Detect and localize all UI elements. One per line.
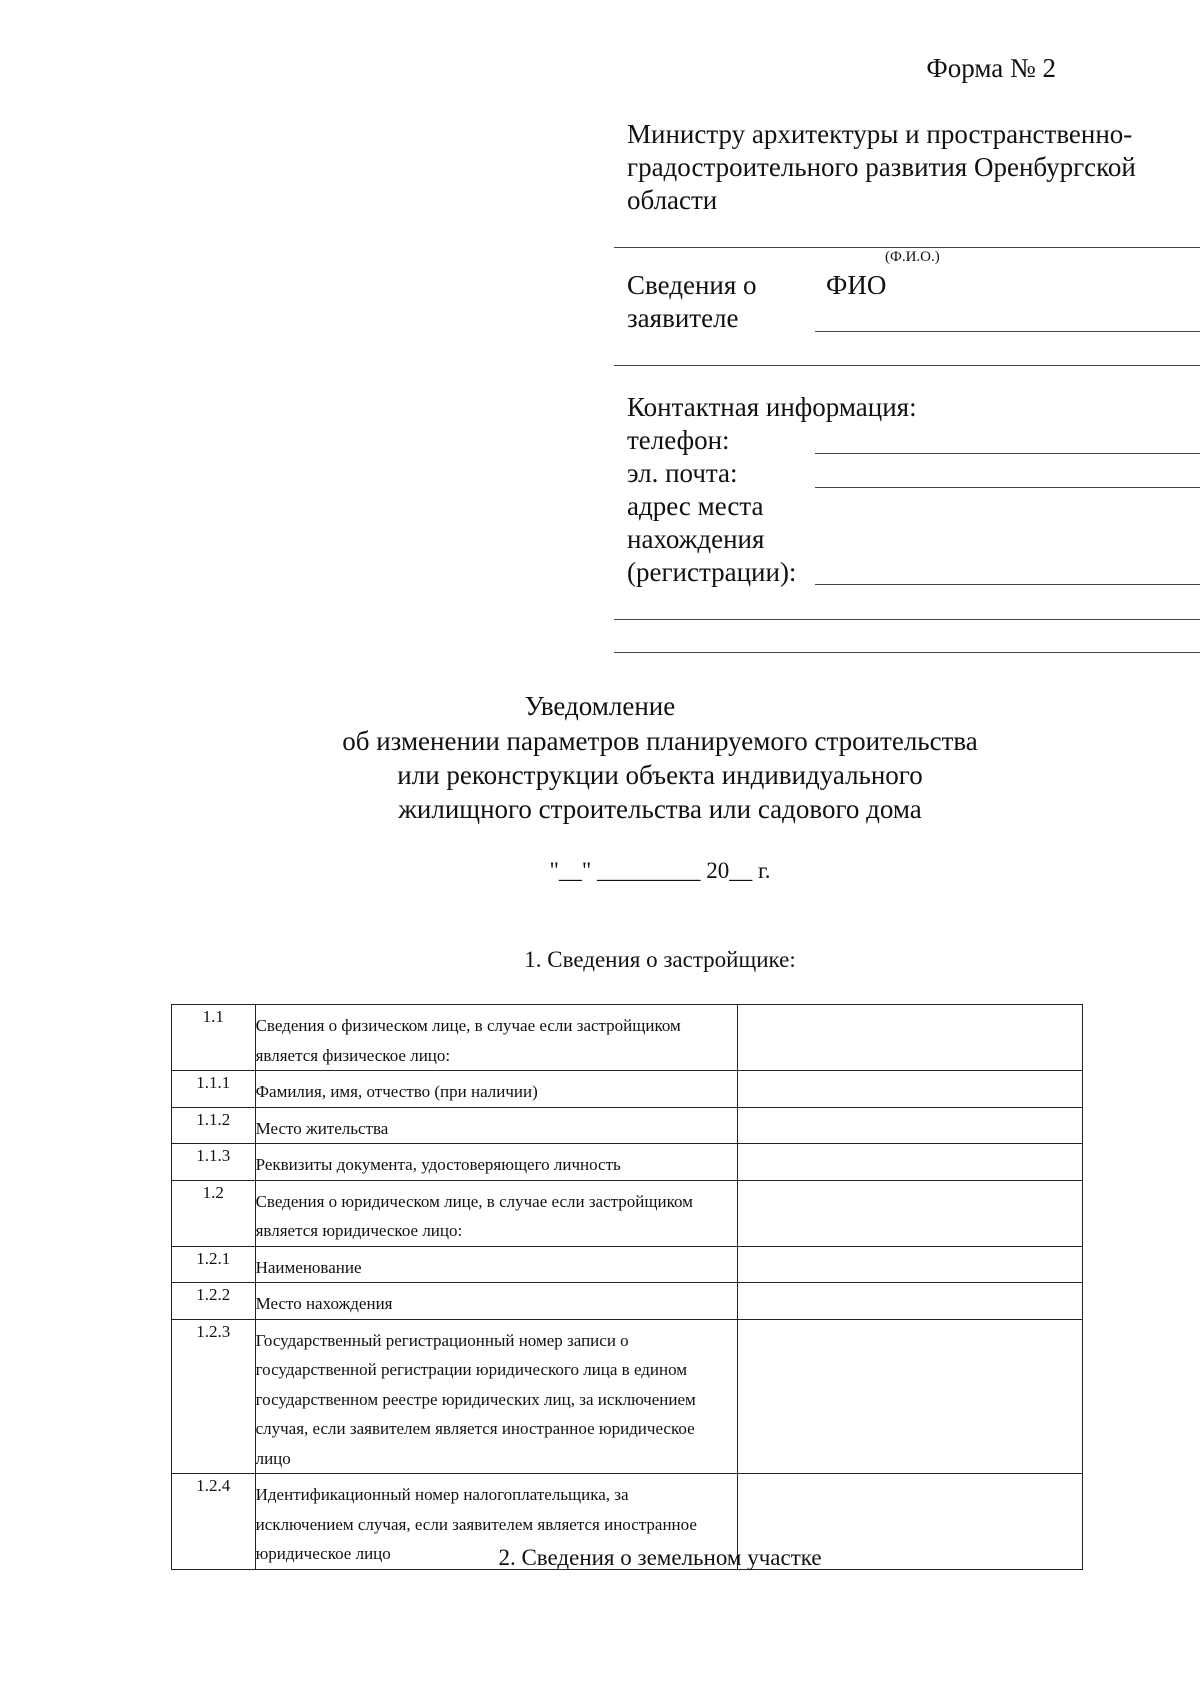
- address-label: нахождения: [627, 524, 765, 554]
- email-field[interactable]: [815, 487, 1200, 488]
- row-value-field[interactable]: [737, 1071, 1082, 1108]
- table-row: [172, 1283, 1083, 1320]
- addressee: Министру архитектуры и пространственно-градостроительного развития Оренбургской области: [627, 119, 1136, 215]
- notice-title: об изменении параметров планируемого строительства: [342, 726, 978, 756]
- address-label: адрес места: [627, 491, 764, 521]
- row-label: Фамилия, имя, отчество (при наличии): [255, 1071, 737, 1108]
- notice-title: Уведомление: [524, 691, 676, 721]
- row-value-field[interactable]: [737, 1246, 1082, 1283]
- contacts-header: Контактная информация:: [627, 392, 917, 422]
- notice-title: жилищного строительства или садового дома: [398, 794, 922, 824]
- section-title: 1. Сведения о застройщике:: [524, 947, 796, 972]
- row-label: Государственный регистрационный номер записи о государственной регистрации юридического лица в едином государственном реестре юридических лиц, за исключением случая, если заявителем является иностранное юридическое лицо: [255, 1319, 737, 1474]
- fio-hint: (Ф.И.О.): [885, 249, 940, 265]
- row-label: Сведения о юридическом лице, в случае если застройщиком является юридическое лицо:: [255, 1180, 737, 1246]
- fio-field[interactable]: [815, 331, 1200, 332]
- row-number: 1.2.3: [172, 1319, 256, 1474]
- extra-line[interactable]: [614, 619, 1200, 620]
- table-row: [172, 1180, 1083, 1246]
- phone-field[interactable]: [815, 453, 1200, 454]
- notice-title: или реконструкции объекта индивидуального: [397, 760, 923, 790]
- row-value-field[interactable]: [737, 1319, 1082, 1474]
- address-field[interactable]: [815, 584, 1200, 585]
- divider: [614, 247, 1200, 248]
- applicant-info-table: [171, 1004, 1083, 1570]
- date-line: "__" _________ 20__ г.: [549, 858, 771, 883]
- row-number: 1.1.3: [172, 1144, 256, 1181]
- row-number: 1.2.2: [172, 1283, 256, 1320]
- form-number: Форма № 2: [926, 53, 1056, 83]
- table-row: [172, 1144, 1083, 1181]
- row-label: Сведения о физическом лице, в случае если застройщиком является физическое лицо:: [255, 1005, 737, 1071]
- row-label: Место нахождения: [255, 1283, 737, 1320]
- row-value-field[interactable]: [737, 1107, 1082, 1144]
- table-row: [172, 1319, 1083, 1474]
- table-row: [172, 1071, 1083, 1108]
- row-number: 1.2.4: [172, 1474, 256, 1570]
- row-number: 1.1.1: [172, 1071, 256, 1108]
- row-label: Наименование: [255, 1246, 737, 1283]
- row-number: 1.2: [172, 1180, 256, 1246]
- row-label: Место жительства: [255, 1107, 737, 1144]
- table-row: [172, 1246, 1083, 1283]
- fio-label: ФИО: [826, 270, 887, 300]
- row-number: 1.1.2: [172, 1107, 256, 1144]
- table-row: [172, 1005, 1083, 1071]
- applicant-section-label: Сведения о заявителе: [627, 270, 757, 333]
- row-label: Реквизиты документа, удостоверяющего личность: [255, 1144, 737, 1181]
- extra-line[interactable]: [614, 652, 1200, 653]
- row-number: 1.1: [172, 1005, 256, 1071]
- table-row: [172, 1107, 1083, 1144]
- row-value-field[interactable]: [737, 1283, 1082, 1320]
- section-title: 2. Сведения о земельном участке: [498, 1545, 822, 1570]
- divider: [614, 365, 1200, 366]
- row-label: Идентификационный номер налогоплательщика, за исключением случая, если заявителем является иностранное юридическое лицо: [255, 1474, 737, 1570]
- address-label: (регистрации):: [627, 557, 797, 587]
- row-value-field[interactable]: [737, 1144, 1082, 1181]
- row-value-field[interactable]: [737, 1005, 1082, 1071]
- row-value-field[interactable]: [737, 1180, 1082, 1246]
- row-number: 1.2.1: [172, 1246, 256, 1283]
- email-label: эл. почта:: [627, 458, 738, 488]
- phone-label: телефон:: [627, 425, 730, 455]
